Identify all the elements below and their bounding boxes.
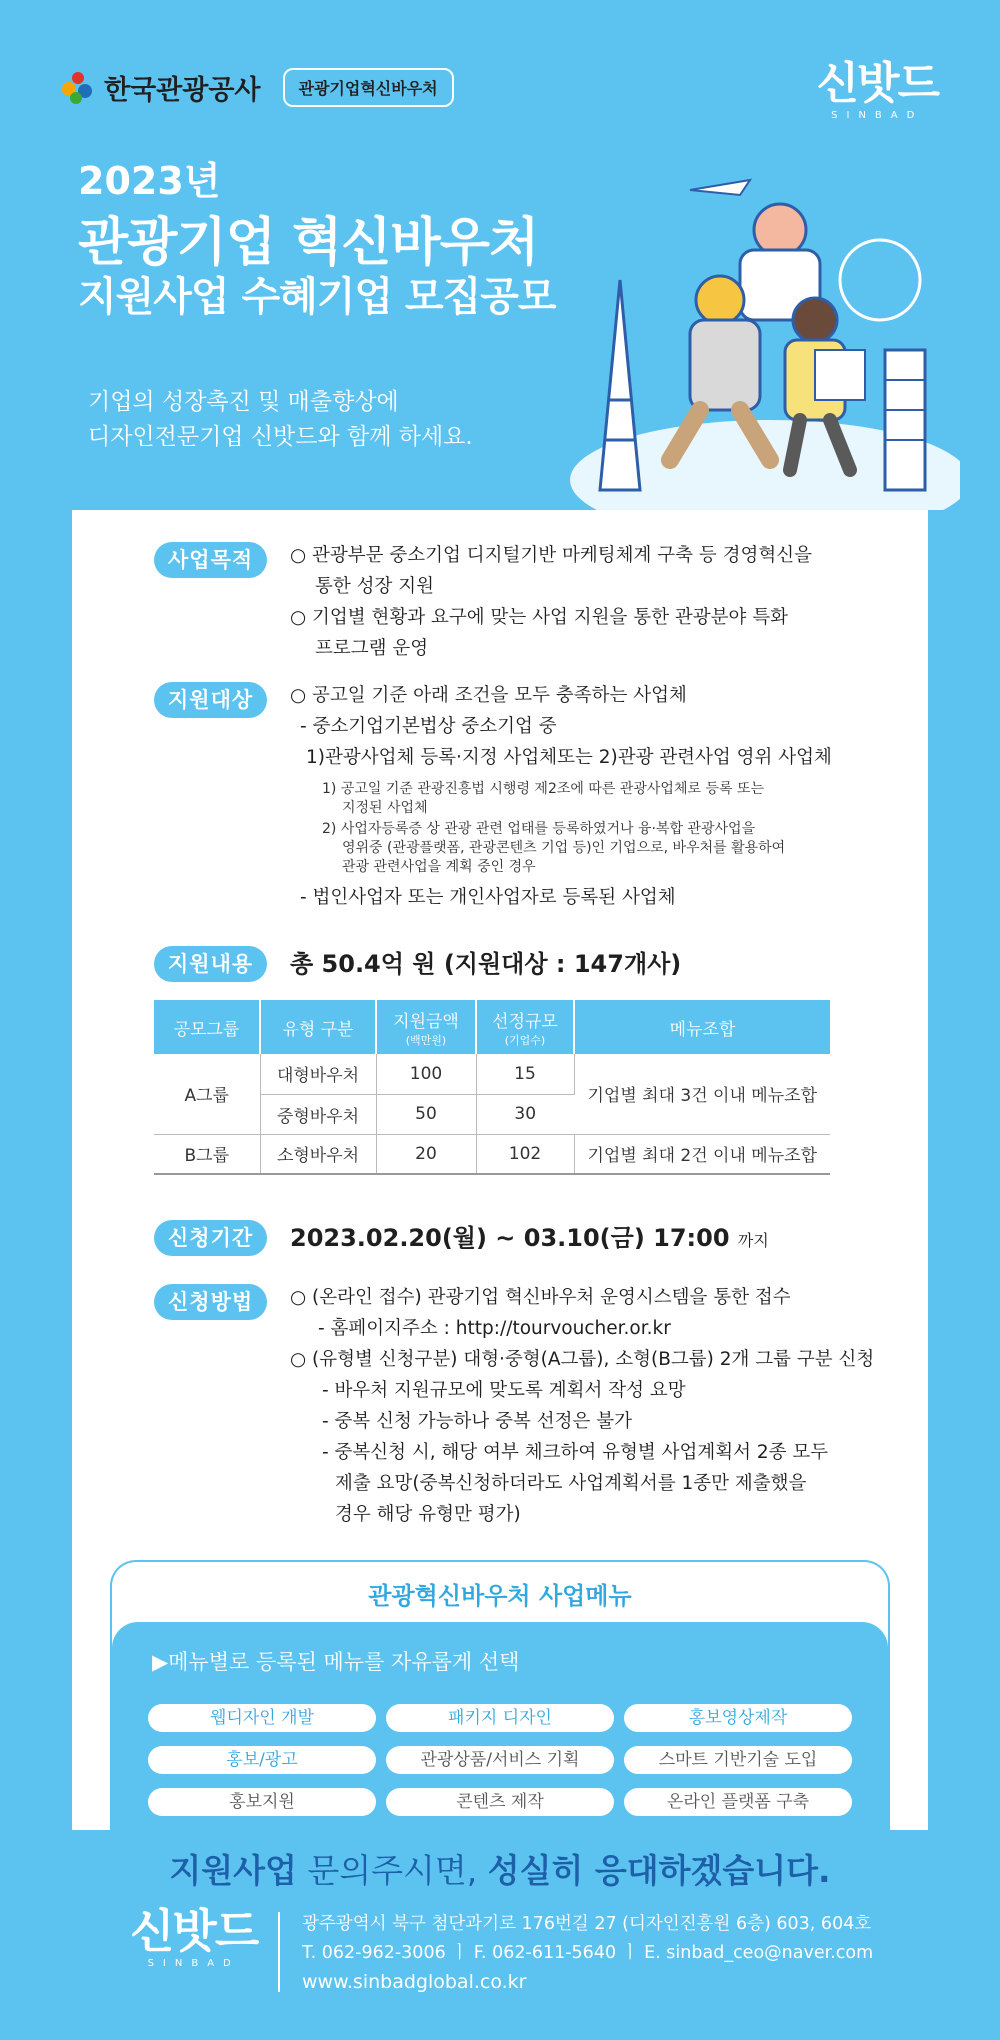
table-cell: 중형바우처 <box>260 1094 376 1134</box>
th-amount <box>376 1000 476 1054</box>
badge-target: 지원대상 <box>154 682 267 718</box>
method-line: - 바우처 지원규모에 맞도록 계획서 작성 요망 <box>322 1380 686 1401</box>
badge-period: 신청기간 <box>154 1220 267 1256</box>
method-line: 경우 해당 유형만 평가) <box>335 1504 521 1525</box>
purpose-item: ○ 기업별 현황과 요구에 맞는 사업 지원을 통한 관광분야 특화 <box>290 607 788 628</box>
map-icon <box>815 350 865 400</box>
method-line: 제출 요망(중복신청하더라도 사업계획서를 1종만 제출했을 <box>335 1473 807 1494</box>
method-line: ○ (온라인 접수) 관광기업 혁신바우처 운영시스템을 통한 접수 <box>290 1287 791 1308</box>
table-cell: 102 <box>476 1134 574 1174</box>
kto-logo <box>62 68 454 107</box>
target-note: 관광 관련사업을 계획 중인 경우 <box>342 859 536 875</box>
menu-panel <box>112 1622 888 1830</box>
menu-item: 웹디자인 개발 <box>148 1704 376 1732</box>
target-note: 지정된 사업체 <box>342 800 428 816</box>
table-cell: 20 <box>376 1134 476 1174</box>
menu-subtitle: ▶메뉴별로 등록된 메뉴를 자유롭게 선택 <box>152 1650 520 1674</box>
table-header-row <box>154 1000 830 1054</box>
target-line: - 중소기업기본법상 중소기업 중 <box>300 716 557 737</box>
cta-bold: 성실히 응대하겠습니다. <box>487 1851 831 1890</box>
page-subtitle: 지원사업 수혜기업 모집공모 <box>78 274 556 320</box>
table-cell: 기업별 최대 2건 이내 메뉴조합 <box>574 1134 830 1174</box>
target-note: 영위중 (관광플랫폼, 관광콘텐츠 기업 등)인 기업으로, 바우처를 활용하여 <box>342 840 786 856</box>
menu-item: 홍보/광고 <box>148 1746 376 1774</box>
table-row <box>154 1054 830 1094</box>
call-to-action <box>0 1845 1000 1892</box>
table-cell: 대형바우처 <box>260 1054 376 1094</box>
table-cell: 기업별 최대 3건 이내 메뉴조합 <box>574 1054 830 1134</box>
footer-divider <box>278 1912 280 1992</box>
th-group: 공모그룹 <box>154 1000 260 1054</box>
badge-purpose: 사업목적 <box>154 542 267 578</box>
tower-icon <box>885 350 925 490</box>
footer-brand-sub: SINBAD <box>147 1958 240 1969</box>
th-type: 유형 구분 <box>260 1000 376 1054</box>
method-line: - 홈페이지주소 : http://tourvoucher.or.kr <box>318 1318 671 1339</box>
menu-item: 콘텐츠 제작 <box>386 1788 614 1816</box>
menu-item: 스마트 기반기술 도입 <box>624 1746 852 1774</box>
period-dates: 2023.02.20(월) ~ 03.10(금) 17:00 <box>290 1224 730 1252</box>
footer-website[interactable]: www.sinbadglobal.co.kr <box>302 1971 527 1993</box>
brand-sub: SINBAD <box>831 110 924 121</box>
menu-item: 온라인 플랫폼 구축 <box>624 1788 852 1816</box>
th-scale <box>476 1000 574 1054</box>
target-line: 1)관광사업체 등록·지정 사업체또는 2)관광 관련사업 영위 사업체 <box>306 747 832 768</box>
table-cell: 50 <box>376 1094 476 1134</box>
purpose-item: ○ 관광부문 중소기업 디지털기반 마케팅체계 구축 등 경영혁신을 <box>290 545 812 566</box>
brand-logo <box>816 58 938 121</box>
brand-name: 신밧드 <box>816 58 938 109</box>
footer-brand-logo <box>130 1904 258 1969</box>
footer-contact: T. 062-962-3006 ㅣ F. 062-611-5640 ㅣ E. sinbad_ceo@naver.com <box>302 1943 874 1963</box>
method-line: - 중복 신청 가능하나 중복 선정은 불가 <box>322 1411 633 1432</box>
th-menu: 메뉴조합 <box>574 1000 830 1054</box>
menu-title: 관광혁신바우처 사업메뉴 <box>368 1582 632 1610</box>
menu-item: 홍보지원 <box>148 1788 376 1816</box>
cta-text: 문의주시면, <box>296 1851 488 1890</box>
menu-box <box>110 1560 890 1830</box>
table-cell: 30 <box>476 1094 574 1134</box>
footer-brand-name: 신밧드 <box>130 1904 258 1958</box>
travel-illustration <box>540 150 960 510</box>
page-title: 관광기업 혁신바우처 <box>78 213 539 273</box>
support-table <box>154 1000 830 1175</box>
slogan-line: 디자인전문기업 신밧드와 함께 하세요. <box>88 424 473 450</box>
method-line: - 중복신청 시, 해당 여부 체크하여 유형별 사업계획서 2종 모두 <box>322 1442 829 1463</box>
th-amount-unit: (백만원) <box>405 1033 447 1047</box>
badge-method: 신청방법 <box>154 1284 267 1320</box>
th-scale-label: 선정규모 <box>492 1011 558 1032</box>
th-amount-label: 지원금액 <box>393 1011 459 1032</box>
target-note: 1) 공고일 기준 관광진흥법 시행령 제2조에 따른 관광사업체로 등록 또는 <box>322 781 764 797</box>
airplane-icon <box>690 180 750 195</box>
eiffel-tower-icon <box>600 280 640 490</box>
stamp-icon <box>840 240 920 320</box>
footer-address: 광주광역시 북구 첨단과기로 176번길 27 (디자인진흥원 6층) 603, 604호 <box>302 1914 872 1934</box>
table-cell: 100 <box>376 1054 476 1094</box>
cta-bold: 지원사업 <box>169 1851 297 1890</box>
table-cell: 소형바우처 <box>260 1134 376 1174</box>
content-headline: 총 50.4억 원 (지원대상 : 147개사) <box>290 950 682 978</box>
table-cell: A그룹 <box>154 1054 260 1134</box>
slogan-line: 기업의 성장촉진 및 매출향상에 <box>88 389 399 415</box>
menu-item: 홍보영상제작 <box>624 1704 852 1732</box>
table-cell: 15 <box>476 1054 574 1094</box>
menu-item: 관광상품/서비스 기획 <box>386 1746 614 1774</box>
voucher-tag: 관광기업혁신바우처 <box>283 68 454 107</box>
slogan <box>88 385 473 455</box>
purpose-item: 프로그램 운영 <box>315 638 429 659</box>
kto-emblem-icon <box>62 72 94 104</box>
period-value <box>290 1218 769 1253</box>
table-row <box>154 1134 830 1174</box>
table-cell: B그룹 <box>154 1134 260 1174</box>
th-scale-unit: (기업수) <box>504 1033 546 1047</box>
target-line: - 법인사업자 또는 개인사업자로 등록된 사업체 <box>300 887 676 908</box>
period-suffix: 까지 <box>737 1231 769 1250</box>
purpose-item: 통한 성장 지원 <box>315 576 434 597</box>
target-line: ○ 공고일 기준 아래 조건을 모두 충족하는 사업체 <box>290 685 687 706</box>
method-line: ○ (유형별 신청구분) 대형·중형(A그룹), 소형(B그룹) 2개 그룹 구분 신청 <box>290 1349 875 1370</box>
org-name: 한국관광공사 <box>104 75 261 106</box>
target-note: 2) 사업자등록증 상 관광 관련 업태를 등록하였거나 융·복합 관광사업을 <box>322 821 756 837</box>
footer-info <box>302 1910 873 1997</box>
menu-item: 패키지 디자인 <box>386 1704 614 1732</box>
badge-content: 지원내용 <box>154 946 267 982</box>
year: 2023년 <box>78 159 221 203</box>
